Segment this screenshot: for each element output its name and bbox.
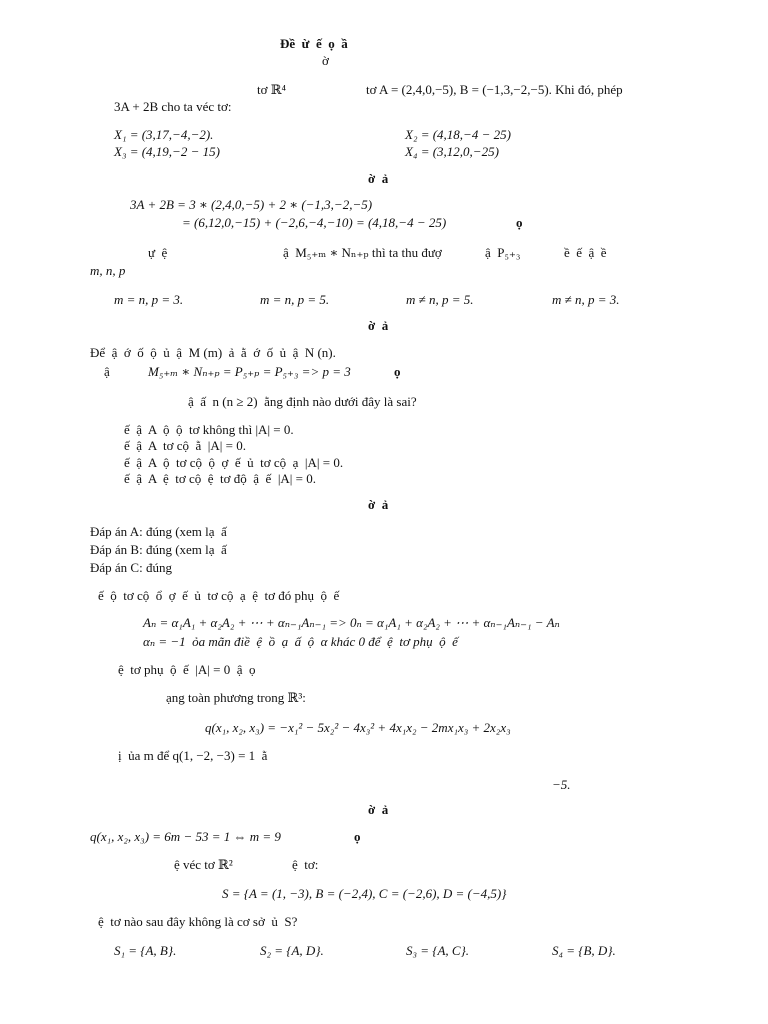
q3-solution-d-line-2: Aₙ = α₁A₁ + α₂A₂ + ⋯ + αₙ₋₁Aₙ₋₁ => 0ₙ = α₁A₁ + α₂A₂ + ⋯ + αₙ₋₁Aₙ₋₁ − Aₙ (143, 615, 560, 630)
q2-option-3: m ≠ n, p = 5. (406, 292, 474, 307)
q4-stem-part-b: ị ủa m để q(1, −2, −3) = 1 ằ (118, 748, 268, 763)
q1-solution-line-2: = (6,12,0,−15) + (−2,6,−4,−10) = (4,18,−4 − 25) (182, 215, 447, 230)
q5-vector-set: S = {A = (1, −3), B = (−2,4), C = (−2,6), D = (−4,5)} (222, 886, 507, 901)
q2-option-2: m = n, p = 5. (260, 292, 330, 307)
q2-option-1: m = n, p = 3. (114, 292, 184, 307)
q3-option-1: ế ậ A ộ ộ tơ không thì |A| = 0. (124, 422, 294, 437)
q2-stem-part-b: ậ M₅₊ₘ ∗ Nₙ₊ₚ thì ta thu đượ (283, 245, 442, 260)
q2-solution-line-2b: M₅₊ₘ ∗ Nₙ₊ₚ = P₅₊ₚ = P₅₊₃ => p = 3 (148, 364, 351, 379)
q1-stem-part-c: 3A + 2B cho ta véc tơ: (114, 99, 232, 114)
q3-option-2: ế ậ A tơ cộ ằ |A| = 0. (124, 438, 246, 453)
q4-formula: q(x₁, x₂, x₃) = −x₁² − 5x₂² − 4x₃² + 4x₁x₂ − 2mx₁x₃ + 2x₂x₃ (205, 720, 511, 735)
q5-stem-part-c: ệ tơ nào sau đây không là cơ sở ủ S? (98, 914, 298, 929)
q3-solution-a: Đáp án A: đúng (xem lạ ấ (90, 524, 227, 539)
q5-option-3: S₃ = {A, C}. (406, 943, 470, 958)
q2-stem-part-c: ậ P₅₊₃ (485, 245, 521, 260)
q3-solution-d-line-1: ế ộ tơ cộ ổ ợ ế ủ tơ cộ ạ ệ tơ đó phụ ộ ế (98, 588, 340, 603)
q1-option-1: X₁ = (3,17,−4,−2). (114, 127, 214, 142)
q1-option-4: X₄ = (3,12,0,−25) (405, 144, 499, 159)
q2-solution-line-1: Để ậ ớ ố ộ ủ ậ M (m) ả ằ ớ ố ủ ậ N (n). (90, 345, 336, 360)
q2-stem-part-a: ự ệ (148, 245, 168, 260)
q5-stem-part-b: ệ tơ: (292, 857, 319, 872)
q1-option-3: X₃ = (4,19,−2 − 15) (114, 144, 220, 159)
q3-solution-d-line-3: αₙ = −1 ỏa mãn điề ệ ồ ạ ấ ộ α khác 0 để ệ tơ phụ ộ ế (143, 634, 458, 649)
q3-solution-b: Đáp án B: đúng (xem lạ ấ (90, 542, 227, 557)
document-subtitle: ờ (322, 53, 329, 68)
q3-stem: ậ ấ n (n ≥ 2) ằng định nào dưới đây là sai? (188, 394, 417, 409)
q4-option-last: −5. (552, 777, 571, 792)
q2-option-4: m ≠ n, p = 3. (552, 292, 620, 307)
q1-stem-part-a: tơ ℝ⁴ (257, 82, 287, 97)
q4-solution-tail: ọ (354, 829, 361, 844)
q1-answer-label: ờ ả (368, 171, 389, 186)
q1-option-2: X₂ = (4,18,−4 − 25) (405, 127, 511, 142)
q3-option-3: ế ậ A ộ tơ cộ ộ ợ ế ủ tơ cộ ạ |A| = 0. (124, 455, 344, 470)
q4-answer-label: ờ ả (368, 802, 389, 817)
q5-option-4: S₄ = {B, D}. (552, 943, 616, 958)
document-title: Đề ừ ế ọ ầ (280, 36, 348, 51)
q2-answer-label: ờ ả (368, 318, 389, 333)
q5-option-2: S₂ = {A, D}. (260, 943, 324, 958)
q2-stem-part-d: ề ế ậ ề (564, 245, 607, 260)
q1-solution-tail: ọ (516, 215, 523, 230)
q2-solution-tail: ọ (394, 364, 401, 379)
q3-solution-c: Đáp án C: đúng (90, 560, 172, 575)
q4-solution-line-1: q(x₁, x₂, x₃) = 6m − 53 = 1 ⇔ m = 9 (90, 829, 281, 844)
q3-answer-label: ờ ả (368, 497, 389, 512)
q5-option-1: S₁ = {A, B}. (114, 943, 177, 958)
q3-solution-d-line-4: ệ tơ phụ ộ ế |A| = 0 ậ ọ (118, 662, 256, 677)
q2-stem-part-e: m, n, p (90, 263, 126, 278)
q3-option-4: ế ậ A ệ tơ cộ ệ tơ độ ậ ế |A| = 0. (124, 471, 316, 486)
q1-solution-line-1: 3A + 2B = 3 ∗ (2,4,0,−5) + 2 ∗ (−1,3,−2,−5) (130, 197, 373, 212)
q2-solution-line-2a: ậ (104, 364, 110, 379)
q1-stem-part-b: tơ A = (2,4,0,−5), B = (−1,3,−2,−5). Khi đó, phép (366, 82, 623, 97)
q4-stem-part-a: ạng toàn phương trong ℝ³: (166, 690, 306, 705)
q5-stem-part-a: ệ véc tơ ℝ² (174, 857, 233, 872)
